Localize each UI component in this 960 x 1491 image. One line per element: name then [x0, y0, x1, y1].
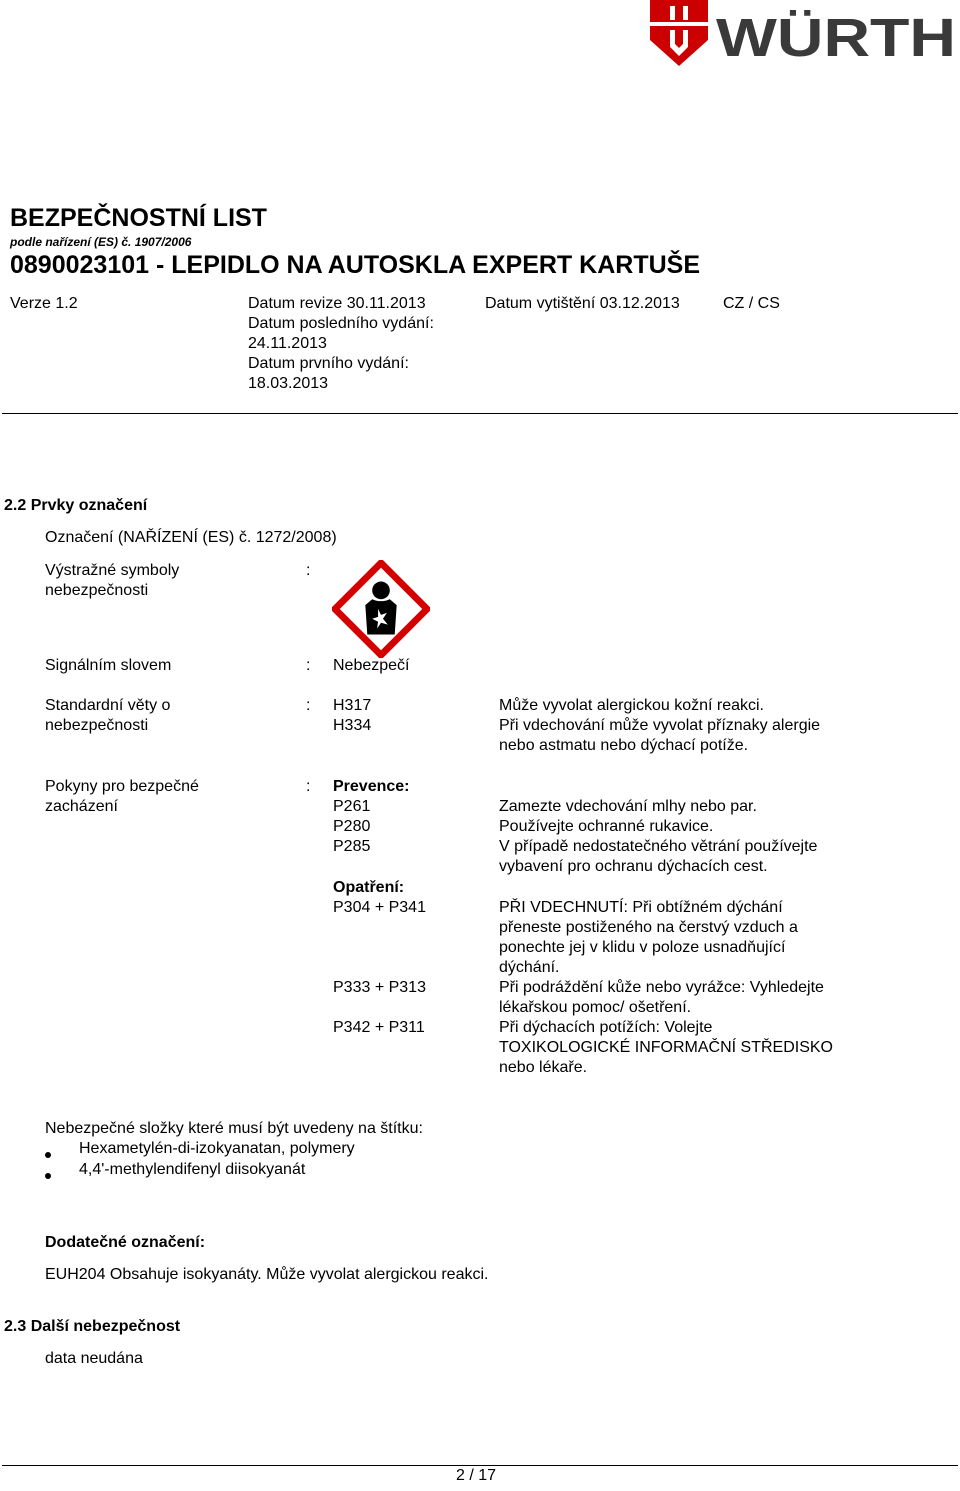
- document-subtitle: podle nařízení (ES) č. 1907/2006: [10, 235, 192, 249]
- hazardous-components-heading: Nebezpečné složky které musí být uvedeny na štítku:: [45, 1120, 423, 1137]
- supplementary-labelling-heading: Dodatečné označení:: [45, 1234, 206, 1251]
- prevention-text: Používejte ochranné rukavice.: [499, 818, 714, 835]
- precautionary-statements-label-2: zacházení: [45, 798, 118, 815]
- last-issue-date: 24.11.2013: [248, 335, 327, 352]
- svg-text:WÜRTH: WÜRTH: [716, 8, 956, 68]
- header-divider: [2, 413, 958, 414]
- hazardous-component: Hexametylén-di-izokyanatan, polymery: [79, 1140, 355, 1157]
- section-2-2-heading: 2.2 Prvky označení: [4, 497, 148, 514]
- hazard-text: Může vyvolat alergickou kožní reakci.: [499, 697, 764, 714]
- footer-divider: [2, 1465, 958, 1466]
- last-issue-label: Datum posledního vydání:: [248, 315, 434, 332]
- section-2-3-heading: 2.3 Další nebezpečnost: [4, 1318, 181, 1335]
- signal-word-value: Nebezpečí: [333, 657, 410, 674]
- signal-word-label: Signálním slovem: [45, 657, 172, 674]
- hazardous-component: 4,4'-methylendifenyl diisokyanát: [79, 1161, 306, 1178]
- revision-date: Datum revize 30.11.2013: [248, 295, 426, 312]
- ghs08-health-hazard-icon: [332, 560, 430, 658]
- supplementary-labelling-text: EUH204 Obsahuje isokyanáty. Může vyvolat alergickou reakci.: [45, 1266, 489, 1283]
- pictogram-label: Výstražné symboly: [45, 562, 180, 579]
- response-text: přeneste postiženého na čerstvý vzduch a: [499, 919, 798, 936]
- response-text: TOXIKOLOGICKÉ INFORMAČNÍ STŘEDISKO: [499, 1039, 833, 1056]
- prevention-text: Zamezte vdechování mlhy nebo par.: [499, 798, 757, 815]
- prevention-code: P285: [333, 838, 371, 855]
- bullet-icon: [45, 1152, 51, 1158]
- colon: :: [306, 697, 311, 714]
- hazard-statements-label-2: nebezpečnosti: [45, 717, 149, 734]
- print-date: Datum vytištění 03.12.2013: [485, 295, 680, 312]
- response-text: Při podráždění kůže nebo vyrážce: Vyhledejte: [499, 979, 824, 996]
- bullet-icon: [45, 1173, 51, 1179]
- page-number: 2 / 17: [456, 1467, 497, 1484]
- response-text: PŘI VDECHNUTÍ: Při obtížném dýchání: [499, 899, 783, 916]
- response-code: P304 + P341: [333, 899, 426, 916]
- colon: :: [306, 562, 311, 579]
- prevention-text: V případě nedostatečného větrání používejte: [499, 838, 818, 855]
- prevention-text: vybavení pro ochranu dýchacích cest.: [499, 858, 768, 875]
- regulation-reference: Označení (NAŘÍZENÍ (ES) č. 1272/2008): [45, 529, 337, 546]
- hazard-statements-label: Standardní věty o: [45, 697, 171, 714]
- response-text: dýchání.: [499, 959, 560, 976]
- prevention-heading: Prevence:: [333, 778, 410, 795]
- colon: :: [306, 657, 311, 674]
- first-issue-date: 18.03.2013: [248, 375, 329, 392]
- response-text: nebo lékaře.: [499, 1059, 588, 1076]
- pictogram-label-2: nebezpečnosti: [45, 582, 149, 599]
- hazard-text: Při vdechování může vyvolat příznaky alergie: [499, 717, 821, 734]
- document-title: BEZPEČNOSTNÍ LIST: [10, 204, 267, 232]
- version: Verze 1.2: [10, 295, 78, 312]
- prevention-code: P280: [333, 818, 371, 835]
- hazard-text: nebo astmatu nebo dýchací potíže.: [499, 737, 749, 754]
- response-text: lékařskou pomoc/ ošetření.: [499, 999, 692, 1016]
- other-hazards-text: data neudána: [45, 1350, 143, 1367]
- response-text: ponechte jej v klidu v poloze usnadňující: [499, 939, 786, 956]
- response-text: Při dýchacích potížích: Volejte: [499, 1019, 713, 1036]
- wurth-logo: [648, 0, 958, 68]
- country-language: CZ / CS: [723, 295, 780, 312]
- product-name: 0890023101 - LEPIDLO NA AUTOSKLA EXPERT KARTUŠE: [10, 251, 700, 279]
- response-code: P342 + P311: [333, 1019, 425, 1036]
- response-code: P333 + P313: [333, 979, 426, 996]
- colon: :: [306, 778, 311, 795]
- first-issue-label: Datum prvního vydání:: [248, 355, 409, 372]
- precautionary-statements-label: Pokyny pro bezpečné: [45, 778, 199, 795]
- prevention-code: P261: [333, 798, 371, 815]
- hazard-code: H334: [333, 717, 372, 734]
- hazard-code: H317: [333, 697, 372, 714]
- response-heading: Opatření:: [333, 879, 405, 896]
